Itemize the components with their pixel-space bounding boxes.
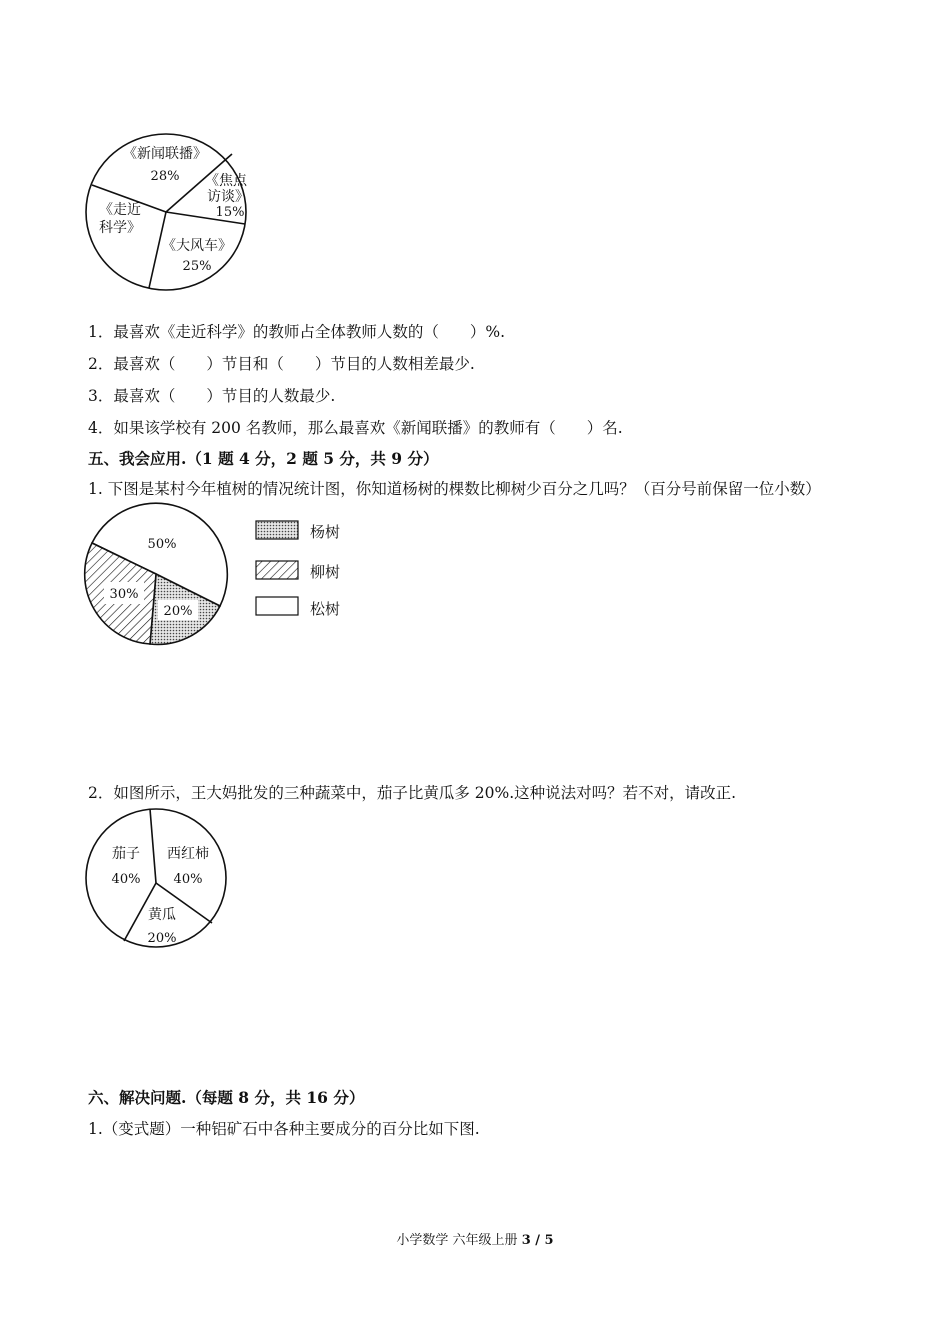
slice-label-jiaodian-1: 《焦点 [205, 173, 247, 189]
slice-value-qiezi: 40% [111, 872, 141, 887]
page-number: 3 / 5 [521, 1233, 554, 1248]
legend-label-songshu: 松树 [310, 600, 341, 618]
legend-swatch-songshu [256, 597, 298, 615]
slice-label-xihongshi: 西红柿 [167, 846, 209, 862]
question-4-1: 1．最喜欢《走近科学》的教师占全体教师人数的（ ）%. [88, 323, 506, 341]
slice-label-zoujin-2: 科学》 [99, 220, 141, 236]
slice-label-zoujin-1: 《走近 [99, 202, 141, 218]
slice-value-huanggua: 20% [147, 931, 177, 946]
slice-value-dafengche: 25% [182, 259, 212, 274]
slice-value-liushu: 30% [109, 587, 139, 602]
slice-label-dafengche: 《大风车》 [162, 238, 232, 254]
slice-value-songshu: 50% [147, 537, 177, 552]
legend-swatch-yangshu [256, 521, 298, 539]
pie3-divider-top [150, 809, 156, 883]
question-5-2: 2．如图所示，王大妈批发的三种蔬菜中，茄子比黄瓜多 20%.这种说法对吗？若不对，请改正. [88, 784, 737, 802]
question-4-3: 3．最喜欢（ ）节目的人数最少. [88, 387, 336, 405]
slice-value-xihongshi: 40% [173, 872, 203, 887]
slice-label-jiaodian-2: 访谈》 [207, 189, 249, 205]
pie-chart-vegetables [82, 806, 232, 952]
section-5-heading: 五、我会应用.（1 题 4 分，2 题 5 分，共 9 分） [88, 449, 439, 468]
slice-value-jiaodian: 15% [215, 205, 245, 220]
pie-chart-trees [82, 500, 232, 650]
legend-swatches [254, 518, 304, 620]
slice-label-xinwen: 《新闻联播》 [123, 146, 207, 162]
section-6-heading: 六、解决问题.（每题 8 分，共 16 分） [88, 1088, 365, 1107]
slice-label-huanggua: 黄瓜 [148, 907, 176, 923]
slice-value-yangshu: 20% [163, 604, 193, 619]
question-6-1: 1.（变式题）一种铝矿石中各种主要成分的百分比如下图. [88, 1120, 480, 1138]
pie-chart-tv-programs [80, 132, 260, 294]
page-footer [0, 1229, 950, 1248]
legend-swatch-liushu [256, 561, 298, 579]
legend-label-yangshu: 杨树 [310, 523, 341, 541]
question-4-2: 2．最喜欢（ ）节目和（ ）节目的人数相差最少. [88, 355, 475, 373]
footer-text: 小学数学 六年级上册 [396, 1233, 522, 1248]
slice-label-qiezi: 茄子 [112, 846, 140, 862]
question-5-1: 1. 下图是某村今年植树的情况统计图，你知道杨树的棵数比柳树少百分之几吗？（百分号前保留一位小数） [88, 480, 821, 498]
legend-label-liushu: 柳树 [310, 563, 341, 581]
question-4-4: 4．如果该学校有 200 名教师，那么最喜欢《新闻联播》的教师有（ ）名. [88, 419, 623, 437]
slice-value-xinwen: 28% [150, 169, 180, 184]
